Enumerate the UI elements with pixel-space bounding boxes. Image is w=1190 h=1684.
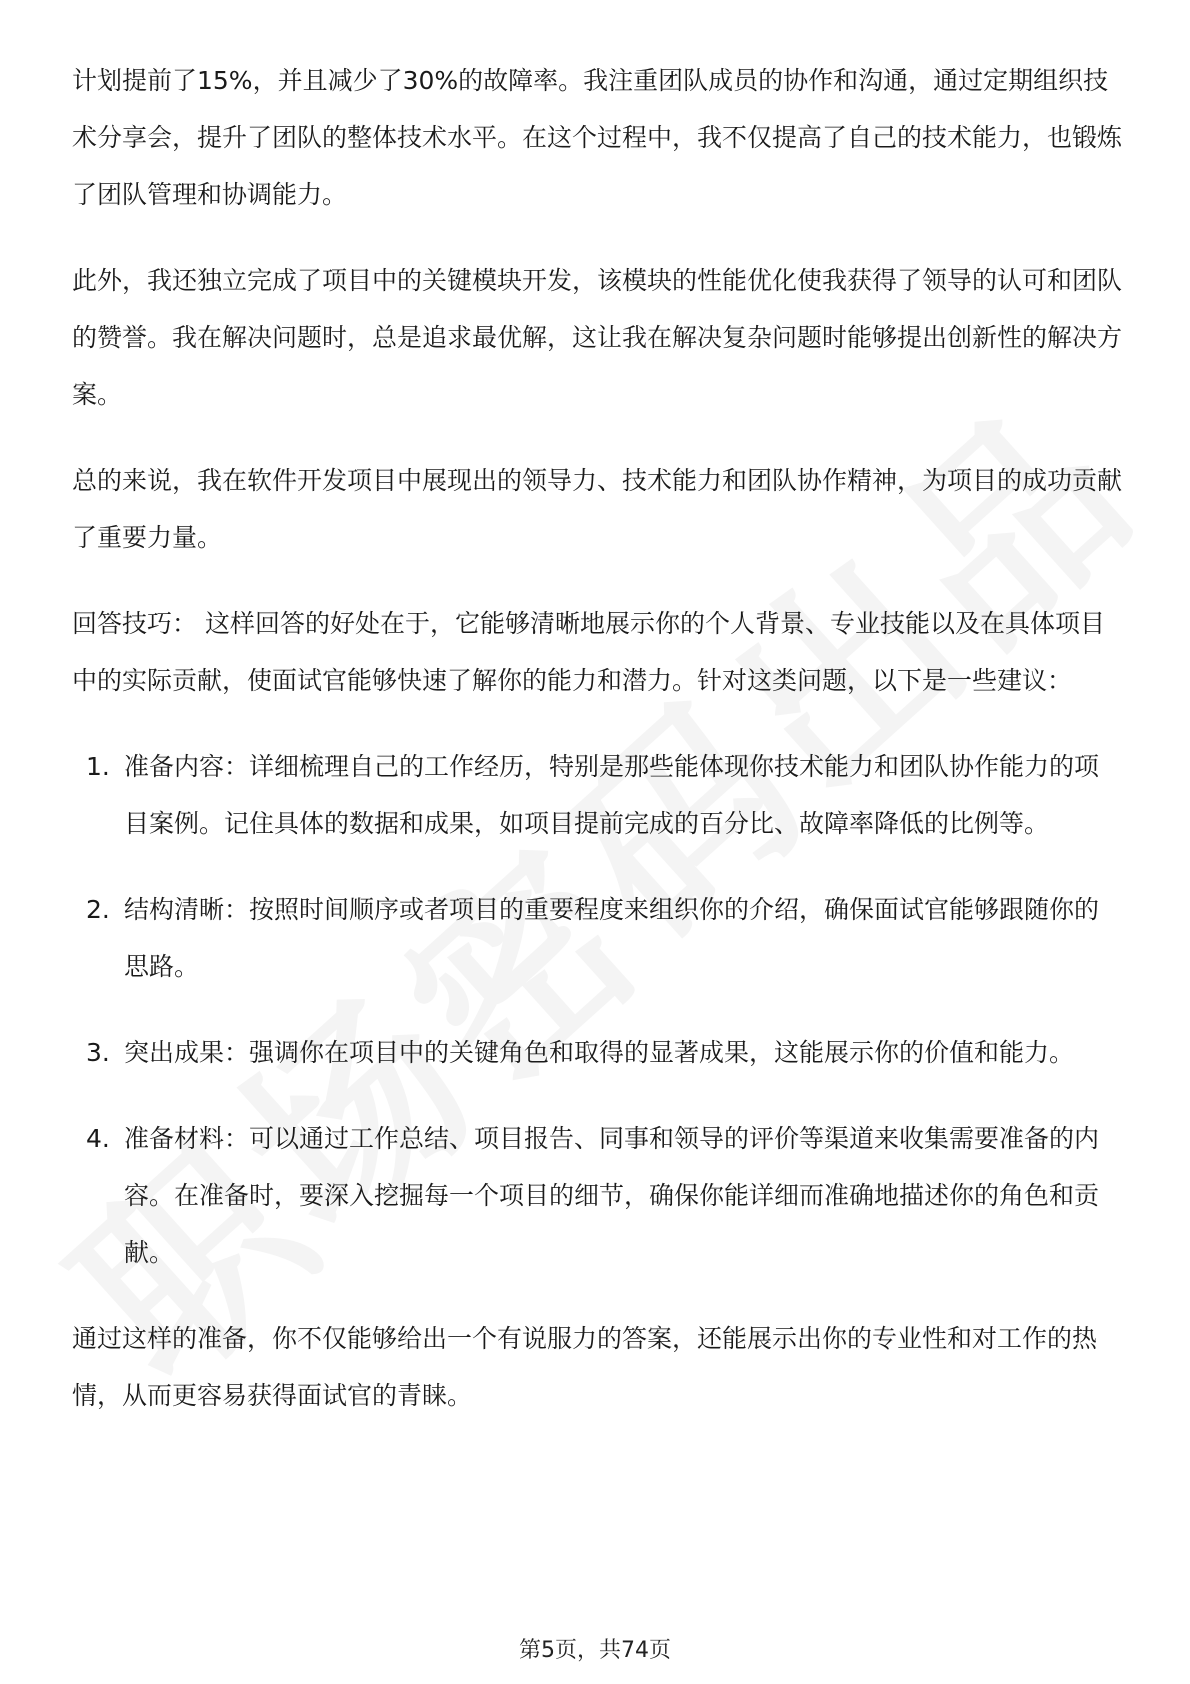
document-body (72, 52, 1122, 1424)
list-item (72, 1110, 1122, 1281)
list-item (72, 881, 1122, 995)
list-item-text: 突出成果：强调你在项目中的关键角色和取得的显著成果，这能展示你的价值和能力。 (124, 1038, 1075, 1067)
closing-paragraph: 通过这样的准备，你不仅能够给出一个有说服力的答案，还能展示出你的专业性和对工作的热情，从而更容易获得面试官的青睐。 (72, 1324, 1098, 1410)
paragraph-1: 计划提前了15%，并且减少了30%的故障率。我注重团队成员的协作和沟通，通过定期组织技术分享会，提升了团队的整体技术水平。在这个过程中，我不仅提高了自己的技术能力，也锻炼了团队管理和协调能力。 (72, 66, 1123, 209)
paragraph-2: 此外，我还独立完成了项目中的关键模块开发，该模块的性能优化使我获得了领导的认可和团队的赞誉。我在解决问题时，总是追求最优解，这让我在解决复杂问题时能够提出创新性的解决方案。 (72, 266, 1123, 409)
list-item (72, 1024, 1122, 1081)
list-item-number: 1. (86, 752, 110, 781)
list-item-number: 2. (86, 895, 110, 924)
paragraph-3: 总的来说，我在软件开发项目中展现出的领导力、技术能力和团队协作精神，为项目的成功贡献了重要力量。 (72, 466, 1123, 552)
paragraph-answer-tips: 回答技巧： 这样回答的好处在于，它能够清晰地展示你的个人背景、专业技能以及在具体项目中的实际贡献，使面试官能够快速了解你的能力和潜力。针对这类问题，以下是一些建议： (72, 609, 1105, 695)
list-item-text: 准备材料：可以通过工作总结、项目报告、同事和领导的评价等渠道来收集需要准备的内容。在准备时，要深入挖掘每一个项目的细节，确保你能详细而准确地描述你的角色和贡献。 (124, 1124, 1100, 1267)
list-item-text: 准备内容：详细梳理自己的工作经历，特别是那些能体现你技术能力和团队协作能力的项目案例。记住具体的数据和成果，如项目提前完成的百分比、故障率降低的比例等。 (124, 752, 1100, 838)
list-item-number: 4. (86, 1124, 110, 1153)
page-number: 第5页，共74页 (519, 1638, 671, 1663)
list-item-number: 3. (86, 1038, 110, 1067)
list-item-text: 结构清晰：按照时间顺序或者项目的重要程度来组织你的介绍，确保面试官能够跟随你的思路。 (124, 895, 1100, 981)
list-item (72, 738, 1122, 852)
advice-list (72, 738, 1122, 1281)
